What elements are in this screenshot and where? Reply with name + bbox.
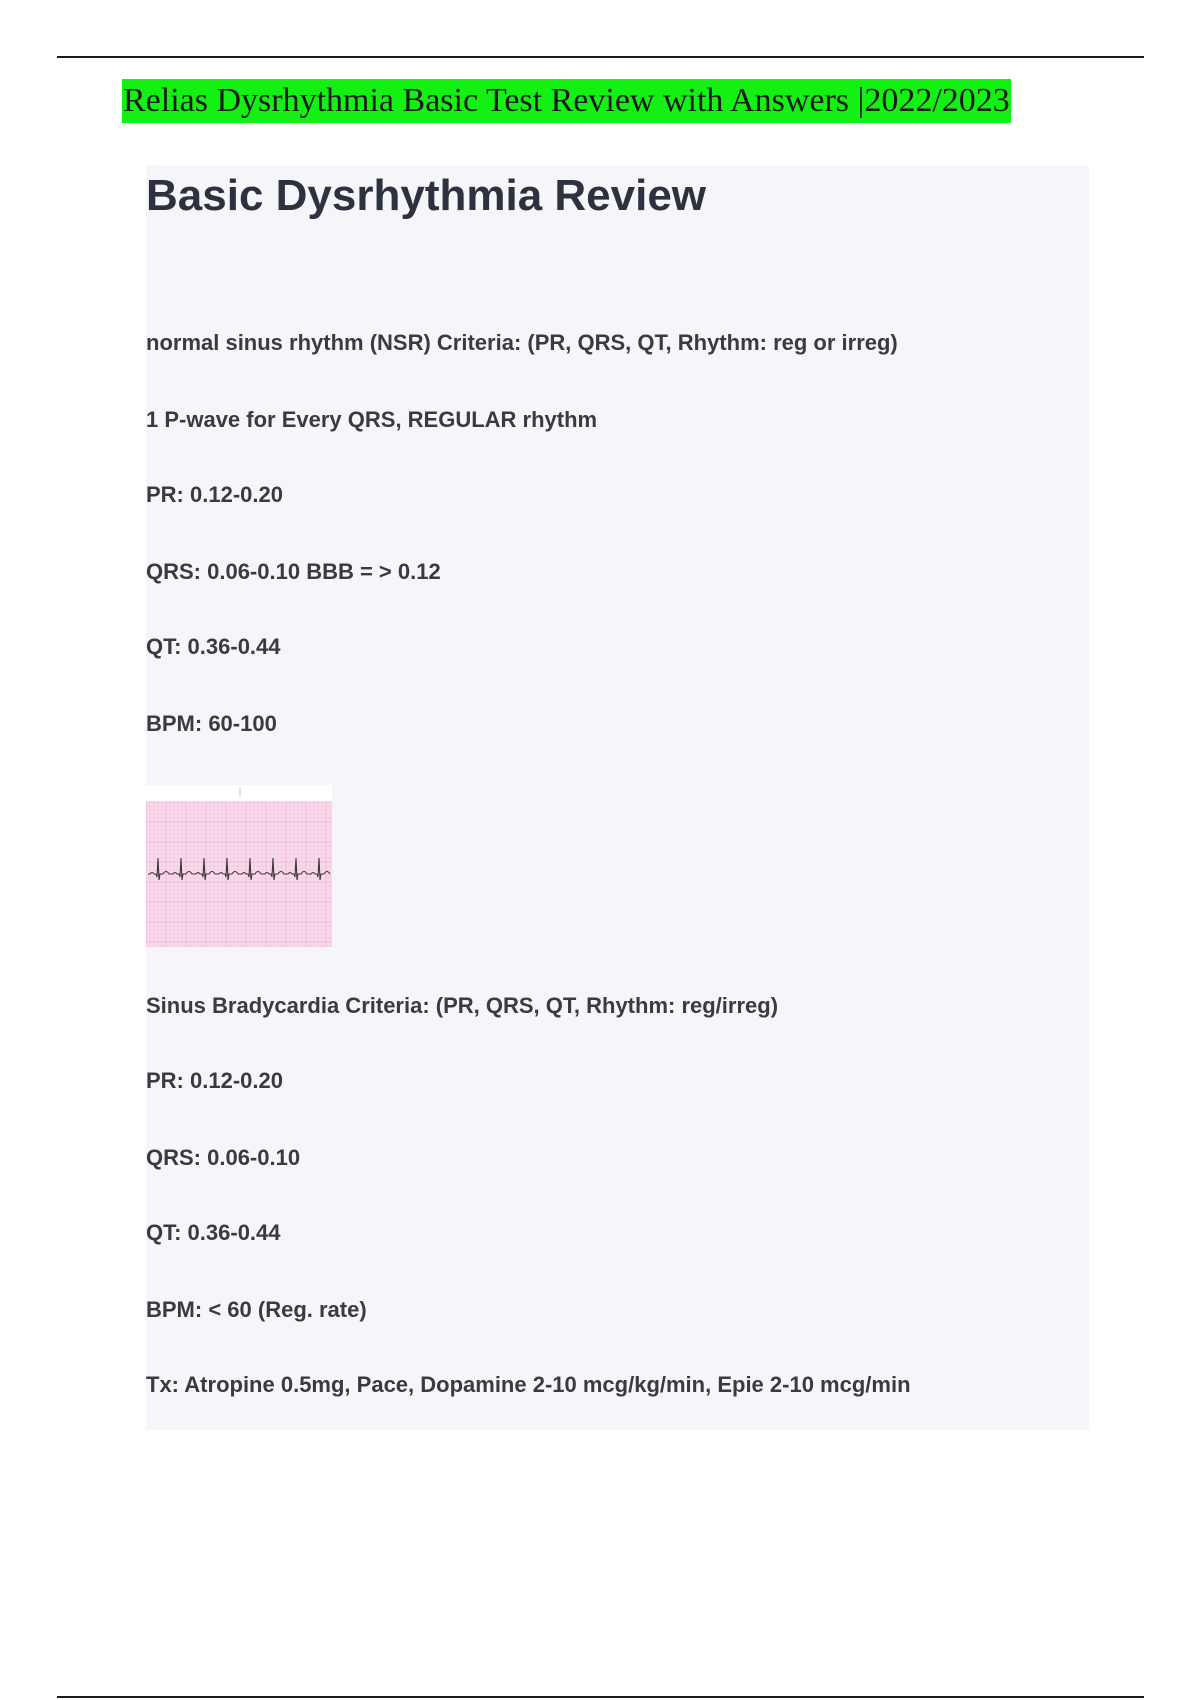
brady-heading: Sinus Bradycardia Criteria: (PR, QRS, QT, Rhythm: reg/irreg) [146,993,779,1018]
brady-line: Tx: Atropine 0.5mg, Pace, Dopamine 2-10 mcg/kg/min, Epie 2-10 mcg/min [146,1372,911,1397]
nsr-line: 1 P-wave for Every QRS, REGULAR rhythm [146,407,598,432]
brady-line: BPM: < 60 (Reg. rate) [146,1297,367,1322]
brady-line: QT: 0.36-0.44 [146,1220,281,1245]
nsr-heading: normal sinus rhythm (NSR) Criteria: (PR, QRS, QT, Rhythm: reg or irreg) [146,330,898,355]
nsr-line: PR: 0.12-0.20 [146,482,283,507]
nsr-line: QT: 0.36-0.44 [146,634,281,659]
bottom-rule [57,1696,1144,1698]
brady-line: PR: 0.12-0.20 [146,1068,283,1093]
card-title: Basic Dysrhythmia Review [146,171,707,220]
document-title-banner: Relias Dysrhythmia Basic Test Review with Answers |2022/2023 [122,79,1011,123]
nsr-line: BPM: 60-100 [146,711,277,736]
review-card [146,165,1089,1430]
nsr-line: QRS: 0.06-0.10 BBB = > 0.12 [146,559,441,584]
brady-line: QRS: 0.06-0.10 [146,1145,301,1170]
ecg-strip-icon [146,785,332,947]
top-rule [57,56,1144,58]
ecg-strip-image [146,785,332,947]
